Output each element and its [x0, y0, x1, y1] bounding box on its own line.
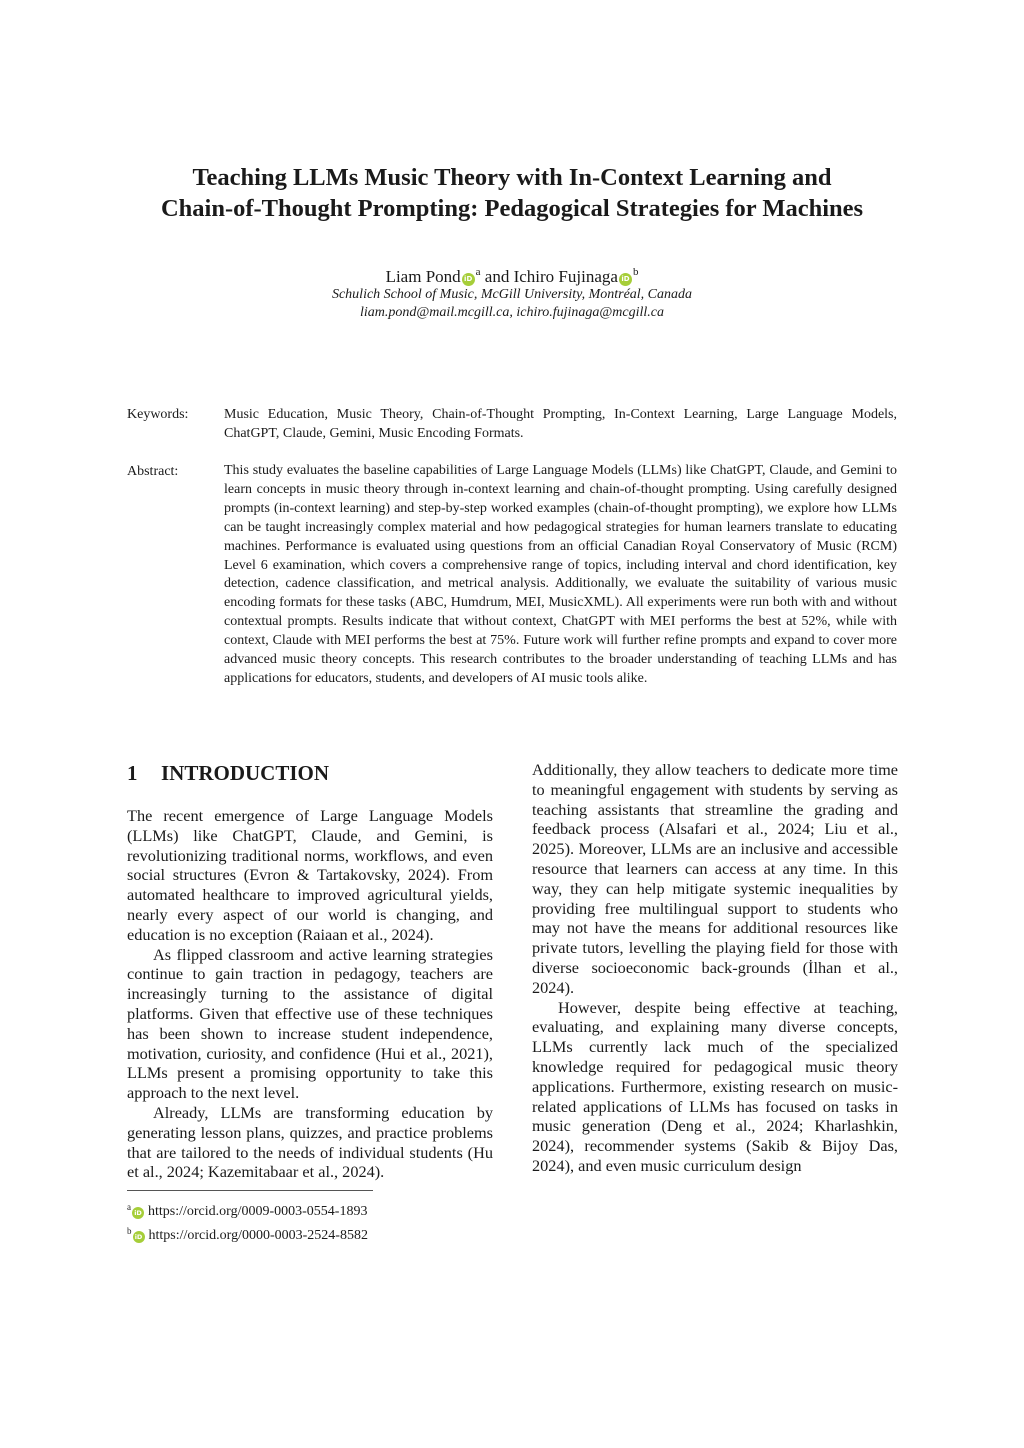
paper-title	[90, 162, 934, 224]
author-marker-1: a	[475, 266, 481, 278]
author-name-2: Ichiro Fujinaga	[513, 267, 618, 286]
author-list	[0, 261, 1024, 288]
section-number: 1	[127, 761, 138, 785]
orcid-icon[interactable]: iD	[619, 273, 632, 286]
orcid-icon[interactable]: iD	[462, 273, 475, 286]
paper-title-line-1: Teaching LLMs Music Theory with In-Context Learning and	[192, 164, 832, 191]
paragraph: Already, LLMs are transforming education by generating lesson plans, quizzes, and practice problems that are tailored to the needs of individual students (Hu et al., 2024; Kazemitabaar et al., 2024).	[127, 1102, 493, 1182]
abstract-text: This study evaluates the baseline capabilities of Large Language Models (LLMs) like ChatGPT, Claude, and Gemini to learn concepts in music theory through in-context learning and chain-of-thought prompting. Using carefully designed prompts (in-context learning) and step-by-step worked examples (chain-of-thought prompting), we explore how LLMs can be taught increasingly complex material and how pedagogical strategies for human learners translate to educating machines. Performance is evaluated using questions from an official Canadian Royal Conservatory of Music (RCM) Level 6 examination, which covers a comprehensive range of topics, including interval and chord identification, key detection, cadence classification, and metrical analysis. Additionally, we evaluate the suitability of various music encoding formats for these tasks (ABC, Humdrum, MEI, MusicXML). All experiments were run both with and without contextual prompts. Results indicate that without context, ChatGPT with MEI performs the best at 52%, while with context, Claude with MEI performs the best at 75%. Future work will further refine prompts and expand to cover more advanced music theory concepts. This research contributes to the broader understanding of teaching LLMs and has applications for educators, students, and developers of AI music tools alike.	[224, 463, 897, 686]
paragraph: The recent emergence of Large Language Models (LLMs) like ChatGPT, Claude, and Gemini, is revolutionizing traditional norms, workflows, and even social structures (Evron & Tartakovsky, 2024). From automated healthcare to improved agricultural yields, nearly every aspect of our world is changing, and education is no exception (Raiaan et al., 2024).	[127, 806, 493, 944]
author-joiner: and	[484, 267, 510, 286]
author-emails: liam.pond@mail.mcgill.ca, ichiro.fujinaga@mcgill.ca	[359, 305, 665, 320]
left-column	[127, 806, 493, 1182]
abstract-label: Abstract:	[127, 464, 179, 479]
section-title: INTRODUCTION	[161, 761, 330, 785]
orcid-link[interactable]: https://orcid.org/0009-0003-0554-1893	[148, 1204, 368, 1219]
footnote-marker: a	[127, 1202, 131, 1212]
right-column	[532, 760, 898, 1176]
orcid-icon: iD	[132, 1207, 144, 1219]
author-marker-2: b	[632, 266, 639, 278]
paragraph: However, despite being effective at teaching, evaluating, and explaining many diverse concepts, LLMs currently lack much of the specialized knowledge required for pedagogical music theory applications. Furthermore, existing research on music-related applications of LLMs has focused on tasks in music generation (Deng et al., 2024; Kharlashkin, 2024), recommender systems (Sakib & Bijoy Das, 2024), and even music curriculum design	[532, 997, 898, 1175]
paragraph: Additionally, they allow teachers to dedicate more time to meaningful engagement with students by serving as teaching assistants that streamline the grading and feedback process (Alsafari et al., 2024; Liu et al., 2025). Moreover, LLMs are an inclusive and accessible resource that learners can access at any time. In this way, they can help mitigate systemic inequalities by providing free multilingual support to students who may not have the means for additional resources like private tutors, levelling the playing field for those with diverse socioeconomic back-grounds (İlhan et al., 2024).	[532, 760, 898, 997]
footnote-marker: b	[127, 1225, 132, 1236]
author-name-1: Liam Pond	[385, 267, 461, 286]
affiliation-block	[0, 286, 1024, 322]
affiliation: Schulich School of Music, McGill University, Montréal, Canada	[331, 287, 693, 302]
keywords-text: Music Education, Music Theory, Chain-of-Thought Prompting, In-Context Learning, Large Language Models, ChatGPT, Claude, Gemini, Music Encoding Formats.	[224, 407, 897, 441]
footnote-a	[127, 1198, 368, 1222]
orcid-icon: iD	[133, 1231, 145, 1243]
section-heading	[127, 760, 329, 786]
paragraph: As flipped classroom and active learning strategies continue to gain traction in pedagogy, teachers are increasingly turning to the assistance of digital platforms. Given that effective use of these techniques has been shown to increase student independence, motivation, curiosity, and confidence (Hui et al., 2021), LLMs present a promising opportunity to take this approach to the next level.	[127, 944, 493, 1103]
footnotes	[127, 1198, 368, 1245]
footnote-divider	[127, 1190, 373, 1191]
keywords-label: Keywords:	[127, 407, 189, 422]
paper-title-line-2: Chain-of-Thought Prompting: Pedagogical Strategies for Machines	[160, 195, 864, 222]
footnote-b	[127, 1222, 368, 1246]
orcid-link[interactable]: https://orcid.org/0000-0003-2524-8582	[148, 1227, 368, 1243]
